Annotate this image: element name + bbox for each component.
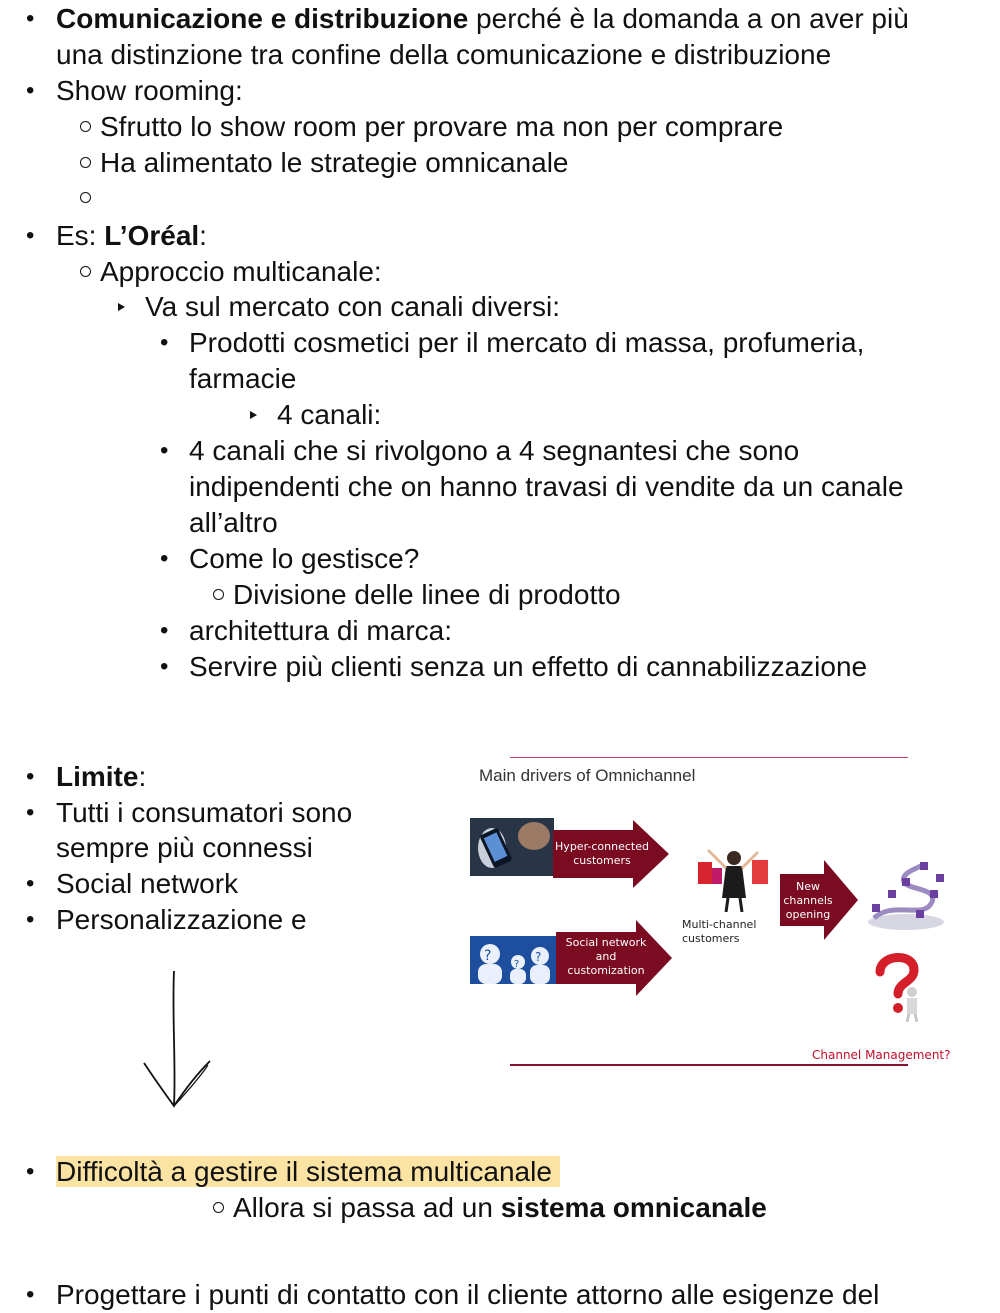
circle-bullet [80, 266, 91, 277]
bullet: • [26, 5, 35, 32]
omnichannel-slide-image [466, 750, 956, 1072]
note-line: Show rooming: [56, 75, 243, 106]
svg-text:?: ? [484, 948, 492, 964]
highlighted-note-line: Difficoltà a gestire il sistema multicanale [56, 1154, 560, 1190]
svg-text:?: ? [514, 959, 520, 970]
bullet: • [26, 77, 35, 104]
note-line: indipendenti che on hanno travasi di vendite da un canale [189, 471, 904, 502]
bullet: • [26, 870, 35, 897]
note-line: Prodotti cosmetici per il mercato di massa, profumeria, [189, 327, 865, 358]
bullet: • [160, 617, 169, 644]
note-line: Divisione delle linee di prodotto [233, 579, 621, 610]
new-channels-arrow: New channels opening [780, 860, 860, 940]
circle-bullet [80, 121, 91, 132]
bullet: • [26, 799, 35, 826]
channel-management-label: Channel Management? [812, 1048, 951, 1062]
circle-bullet [213, 1202, 224, 1213]
circle-bullet [80, 192, 91, 203]
bullet: • [160, 329, 169, 356]
bullet: • [26, 906, 35, 933]
note-line: 4 canali: [277, 399, 382, 430]
note-line: Social network [56, 868, 239, 899]
triangle-bullet [250, 411, 257, 419]
bullet: • [160, 545, 169, 572]
note-line: architettura di marca: [189, 615, 452, 646]
note-line: Va sul mercato con canali diversi: [145, 291, 560, 322]
social-network-faces-icon [470, 936, 556, 984]
hyper-connected-arrow: Hyper-connected customers [553, 820, 669, 888]
slide-title: Main drivers of Omnichannel [479, 766, 696, 785]
note-line: Comunicazione e distribuzione perché è la domanda a on aver più [56, 3, 909, 34]
note-line: all’altro [189, 507, 278, 538]
note-line: Es: L’Oréal: [56, 220, 207, 251]
slide-bottom-rule [510, 1064, 908, 1066]
note-line: Personalizzazione e [56, 904, 307, 935]
note-line: Allora si passa ad un sistema omnicanale [233, 1192, 767, 1223]
bullet: • [26, 1281, 35, 1308]
circle-bullet [213, 589, 224, 600]
channel-spiral-icon [864, 860, 950, 936]
svg-text:?: ? [535, 950, 542, 964]
bullet: • [160, 653, 169, 680]
bullet: • [26, 1158, 35, 1185]
shopping-woman-icon [694, 842, 776, 912]
bullet: • [160, 437, 169, 464]
note-line: una distinzione tra confine della comunicazione e distribuzione [56, 39, 832, 70]
note-line: 4 canali che si rivolgono a 4 segnantesi che sono [189, 435, 800, 466]
note-line: Servire più clienti senza un effetto di cannabilizzazione [189, 651, 868, 682]
slide-top-rule [510, 757, 908, 758]
triangle-bullet [118, 303, 125, 311]
note-line: Ha alimentato le strategie omnicanale [100, 147, 569, 178]
note-line: Come lo gestisce? [189, 543, 420, 574]
note-line: Approccio multicanale: [100, 256, 382, 287]
note-line: Tutti i consumatori sono [56, 797, 353, 828]
question-mark-figure-icon [874, 950, 930, 1022]
bullet: • [26, 763, 35, 790]
smartphone-photo-icon [470, 818, 554, 876]
hand-drawn-down-arrow-icon [130, 965, 220, 1115]
note-line: Progettare i punti di contatto con il cliente attorno alle esigenze del [56, 1279, 880, 1310]
social-network-arrow: Social network and customization [556, 920, 672, 996]
note-line: Limite: [56, 761, 147, 792]
note-line: farmacie [189, 363, 297, 394]
bullet: • [26, 222, 35, 249]
circle-bullet [80, 157, 91, 168]
multi-channel-label: Multi-channel customers [682, 918, 757, 945]
note-line: Sfrutto lo show room per provare ma non per comprare [100, 111, 784, 142]
note-line: sempre più connessi [56, 832, 313, 863]
